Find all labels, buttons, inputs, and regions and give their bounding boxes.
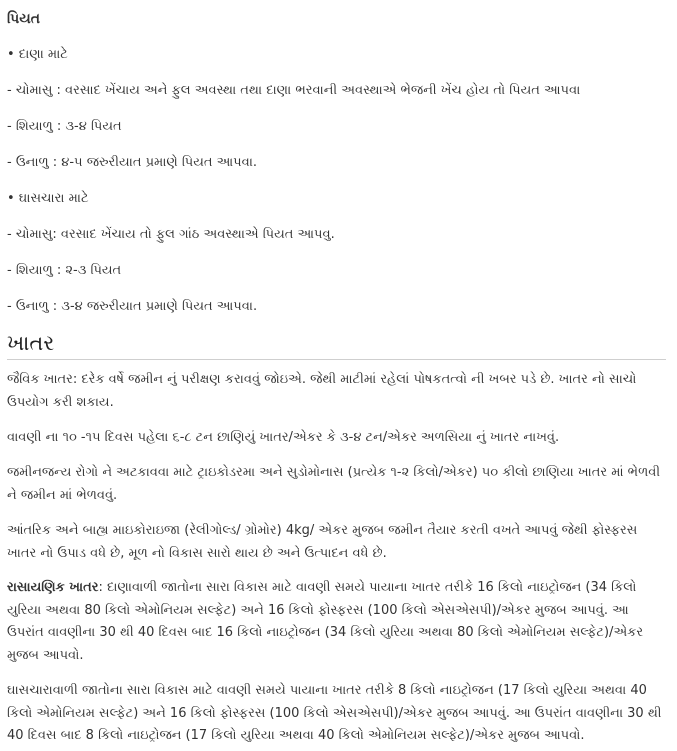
heading-divider (7, 359, 666, 360)
grain-monsoon-line: - ચોમાસુ : વરસાદ ખેંચાય અને ફુલ અવસ્થા તથા દાણા ભરવાની અવસ્થાએ ભેજની ખેંચ હોય તો પિયત આપવા (7, 83, 581, 98)
grain-winter-line: - શિયાળુ : ૩-૪ પિયત (7, 119, 122, 134)
organic-manure-paragraph: જૈવિક ખાતર: દરેક વર્ષે જમીન નું પરીક્ષણ કરાવવું જોઇએ. જેથી માટીમાં રહેલાં પોષકતત્વો ની ખબર પડે છે. ખાતર નો સાચો ઉપયોગ કરી શકાય. (7, 372, 637, 410)
fodder-heading: • ઘાસચારા માટે (7, 191, 89, 206)
fodder-summer-line: - ઉનાળુ : ૩-૪ જરુરીયાત પ્રમાણે પિયત આપવા. (7, 299, 258, 314)
manure-heading: ખાતર (7, 331, 55, 355)
chemical-manure-text: : દાણાવાળી જાતોના સારા વિકાસ માટે વાવણી સમયે પાયાના ખાતર તરીકે 16 કિલો નાઇટ્રોજન (34 કિલો યુરિયા અથવા 80 કિલો એમોનિયમ સલ્ફેટ) અને 16 કિલો ફોસ્ફરસ (100 કિલો એસએસપી)/એકર મુજબ આપવું. આ ઉપરાંત વાવણીના 30 થી 40 દિવસ બાદ 16 કિલો નાઇટ્રોજન (34 કિલો યુરિયા અથવા 80 કિલો એમોનિયમ સલ્ફેટ)/એકર મુજબ આપવો. (7, 580, 644, 663)
grain-summer-line: - ઉનાળુ : ૪-૫ જરુરીયાત પ્રમાણે પિયત આપવા. (7, 155, 258, 170)
irrigation-heading: પિયત (7, 11, 40, 27)
sowing-manure-paragraph: વાવણી ના ૧૦ -૧૫ દિવસ પહેલા ૬-૮ ટન છાણિયું ખાતર/એકર કે ૩-૪ ટન/એકર અળસિયા નું ખાતર નાખવું. (7, 430, 560, 445)
chemical-manure-label: રાસાયણિક ખાતર (7, 580, 99, 595)
grain-heading: • દાણા માટે (7, 47, 68, 62)
chemical-manure-paragraph (7, 577, 667, 667)
fodder-manure-paragraph: ઘાસચારાવાળી જાતોના સારા વિકાસ માટે વાવણી સમયે પાયાના ખાતર તરીકે 8 કિલો નાઇટ્રોજન (17 કિલો યુરિયા અથવા 40 કિલો એમોનિયમ સલ્ફેટ) અને 16 કિલો ફોસ્ફરસ (100 કિલો એસએસપી)/એકર મુજબ આપવું. આ ઉપરાંત વાવણીના 30 થી 40 દિવસ બાદ 8 કિલો નાઇટ્રોજન (17 કિલો યુરિયા અથવા 40 કિલો એમોનિયમ સલ્ફેટ)/એકર મુજબ આપવો. (7, 683, 662, 743)
fodder-winter-line: - શિયાળુ : ૨-૩ પિયત (7, 263, 122, 278)
irrigation-section (7, 0, 667, 324)
fodder-monsoon-line: - ચોમાસુ: વરસાદ ખેંચાય તો ફુલ ગાંઠ અવસ્થાએ પિયત આપવુ. (7, 227, 335, 242)
soil-disease-paragraph: જમીનજન્ય રોગો ને અટકાવવા માટે ટ્રાઇકોડરમા અને સુડોમોનાસ (પ્રત્યેક ૧-૨ કિલો/એકર) ૫૦ કીલો છાણિયા ખાતર માં ભેળવી ને જમીન માં ભેળવવું. (7, 465, 661, 503)
mycorrhiza-paragraph: આંતરિક અને બાહ્ય માઇકોરાઇજા (રેલીગોલ્ડ/ ગ્રોમોર) 4kg/ એકર મુજબ જમીન તૈયાર કરતી વખતે આપવું જેથી ફોસ્ફરસ ખાતર નો ઉપાડ વધે છે, મૂળ નો વિકાસ સારો થાય છે અને ઉત્પાદન વધે છે. (7, 523, 638, 561)
